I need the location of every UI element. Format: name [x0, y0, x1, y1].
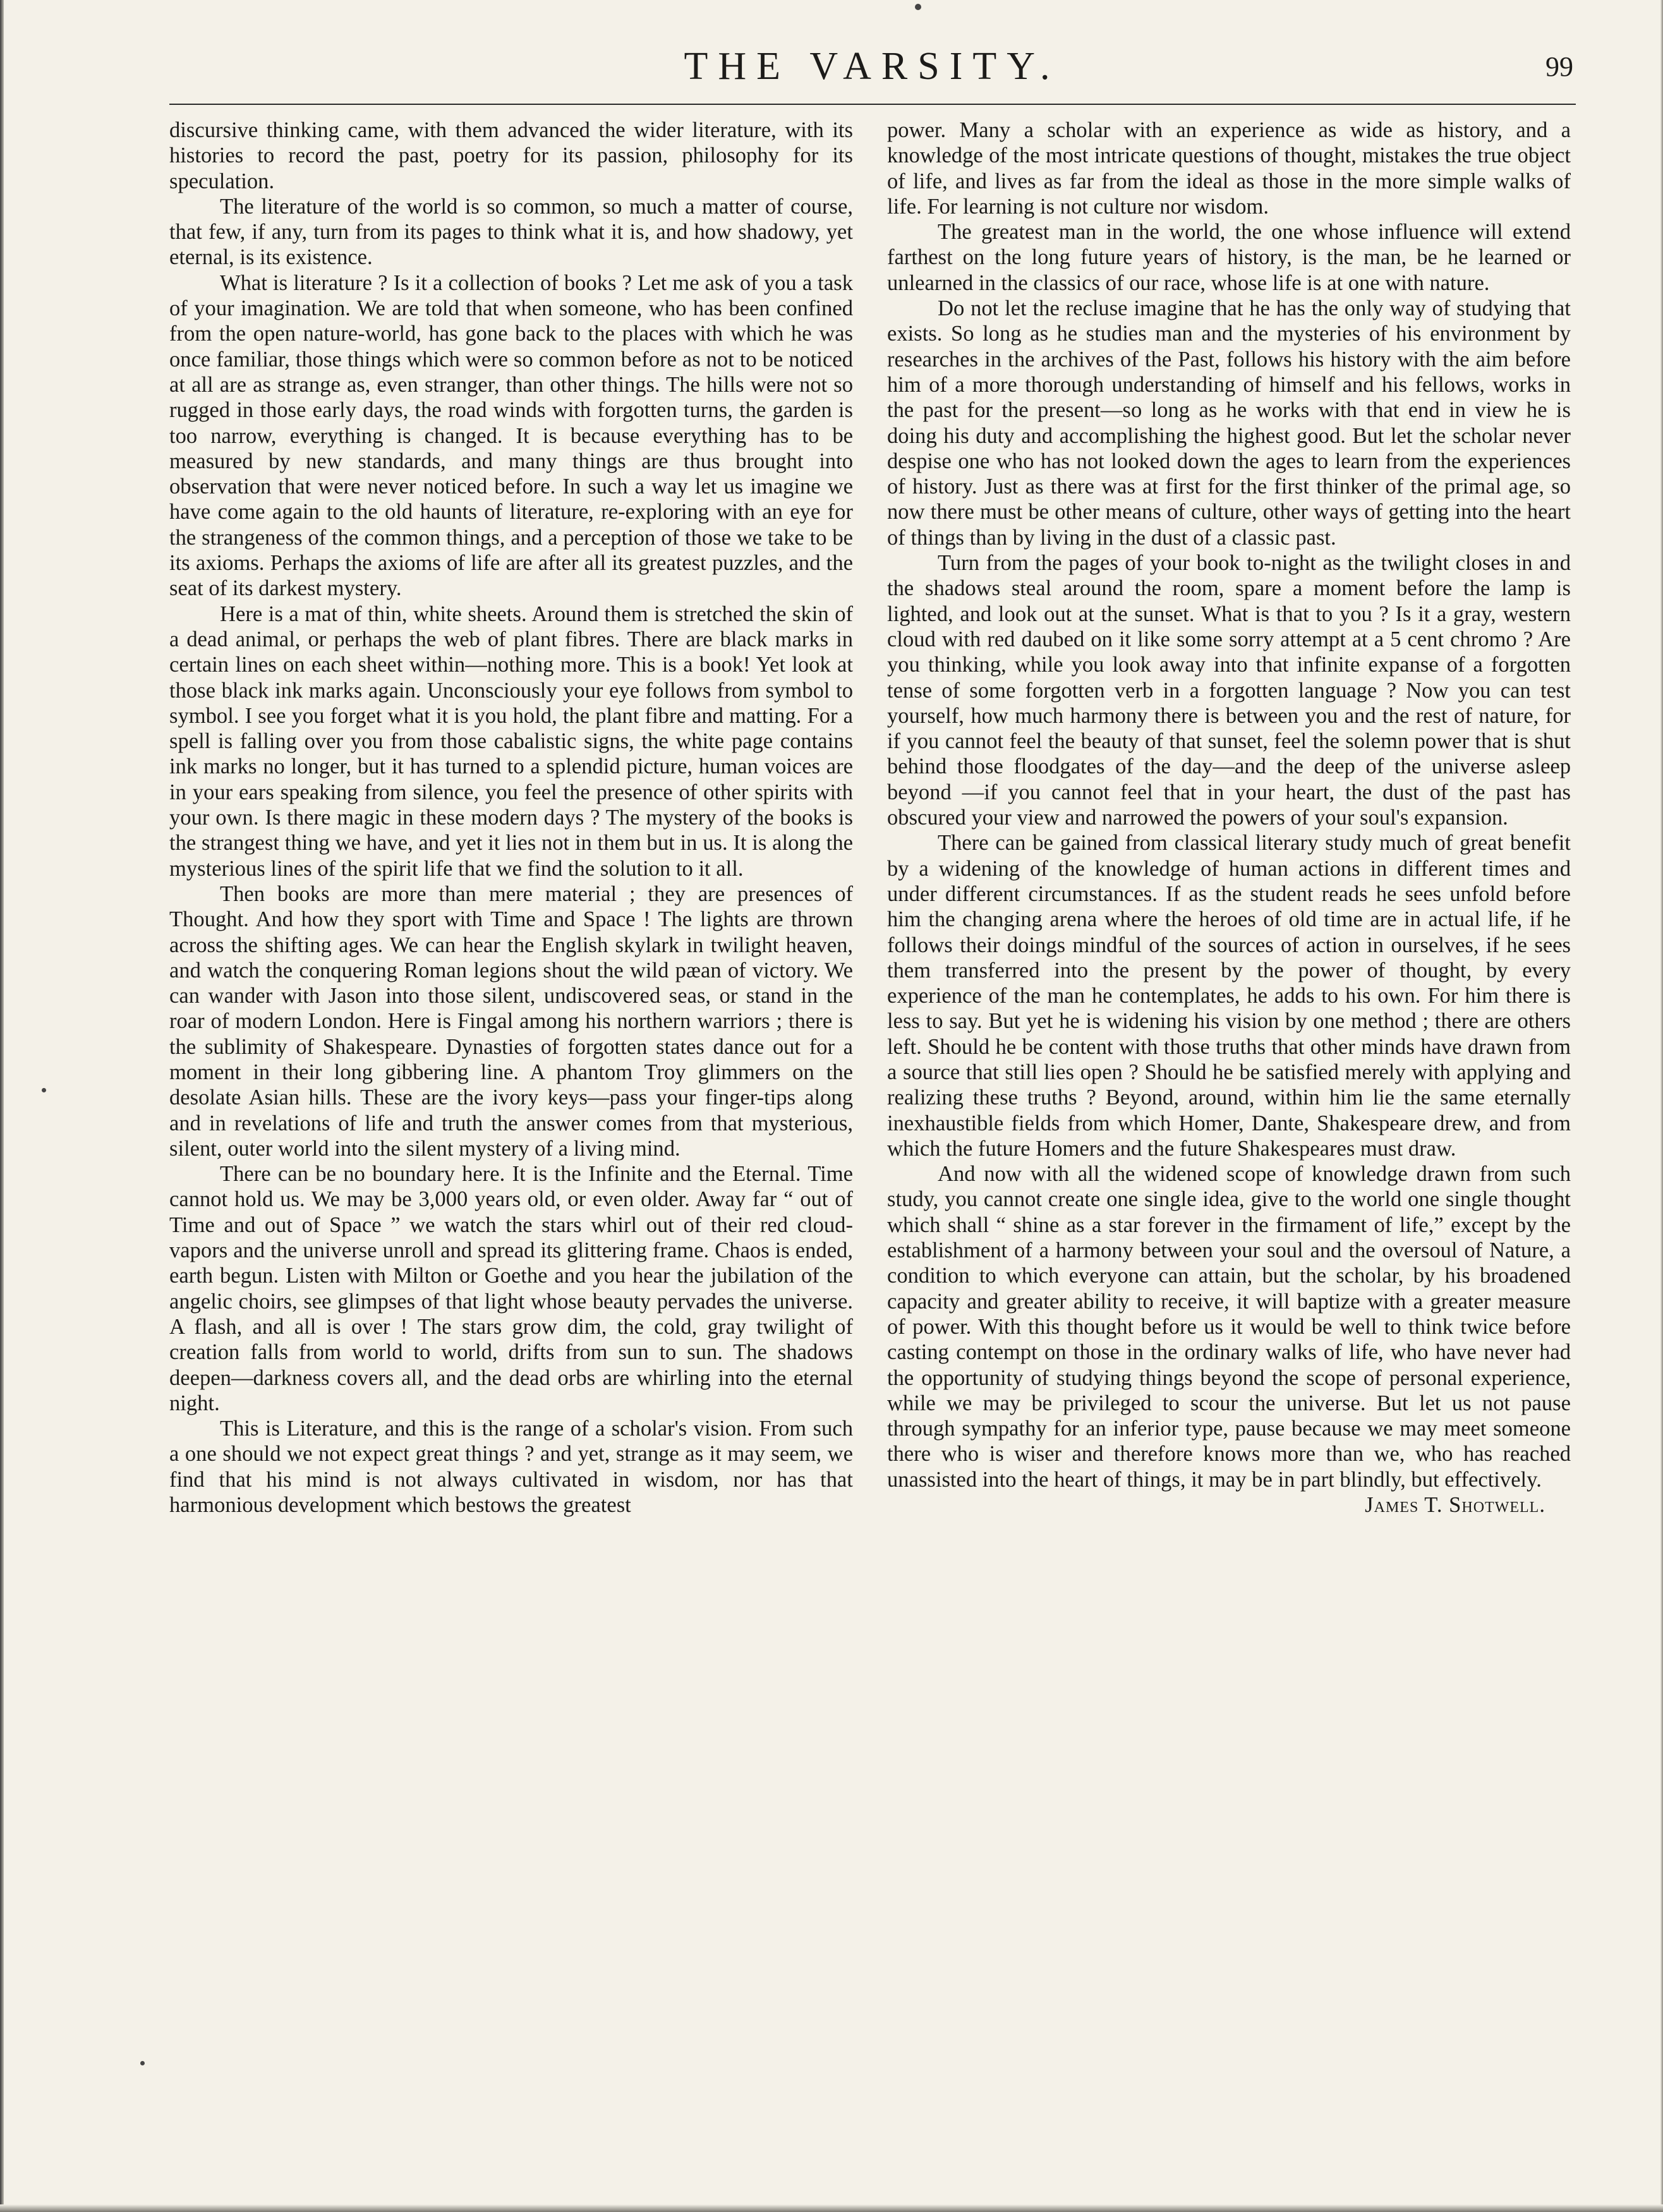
- page-edge-right: [1660, 0, 1663, 2212]
- paragraph: Turn from the pages of your book to-night as the twilight closes in and the shadows steal around the room, spare a moment before the lamp is lighted, and look out at the sunset. What is that to you ? Is it a gray, western cloud with red daubed on it like some sorry attempt at a 5 cent chromo ? Are you thinking, while you look away into that infinite expanse of a forgotten tense of some forgotten verb in a forgotten language ? Now you can test yourself, how much harmony there is between you and the rest of nature, for if you cannot feel the beauty of that sunset, feel the solemn power that is shut behind those floodgates of the day—and the deep of the universe asleep beyond —if you cannot feel that in your heart, the dust of the past has obscured your view and narrowed the powers of your soul's expansion.: [887, 551, 1571, 830]
- paragraph: The greatest man in the world, the one whose influence will extend farthest on the long future years of history, is the man, be he learned or unlearned in the classics of our race, whose life is at one with nature.: [887, 220, 1571, 295]
- print-speck: [140, 2061, 145, 2065]
- page-header: [171, 44, 1573, 107]
- paragraph: There can be gained from classical literary study much of great benefit by a widening of the knowledge of human actions in different times and under different circumstances. If as the student reads he sees unfold before him the changing arena where the heroes of old time are in actual life, if he follows their doings mindful of the sources of action in ourselves, if he sees them transferred into the present by the power of thought, by every experience of the man he contemplates, he adds to his own. For him there is less to say. But yet he is widening his vision by one method ; there are others left. Should he be content with those truths that other minds have drawn from a source that still lies open ? Should he be satisfied merely with applying and realizing these truths ? Beyond, around, within him lie the same eternally inexhaustible fields from which Homer, Dante, Shakespeare drew, and from which the future Homers and the future Shakespeares must draw.: [887, 831, 1571, 1161]
- paragraph: power. Many a scholar with an experience as wide as history, and a knowledge of the most intricate questions of thought, mistakes the true object of life, and lives as far from the ideal as those in the more simple walks of life. For learning is not culture nor wisdom.: [887, 118, 1571, 219]
- paragraph: Do not let the recluse imagine that he has the only way of studying that exists. So long as he studies man and the mysteries of his environment by researches in the archives of the Past, follows his history with the aim before him of a more thorough understanding of himself and his fellows, works in the past for the present—so long as he works with that end in view he is doing his duty and accomplishing the highest good. But let the scholar never despise one who has not looked down the ages to learn from the experiences of history. Just as there was at first for the first thinker of the primal age, so now there must be other means of culture, other ways of getting into the heart of things than by living in the dust of a classic past.: [887, 296, 1571, 550]
- print-speck: [42, 1088, 46, 1092]
- paragraph: Here is a mat of thin, white sheets. Around them is stretched the skin of a dead animal, or perhaps the web of plant fibres. There are black marks in certain lines on each sheet within—nothing more. This is a book! Yet look at those black ink marks again. Unconsciously your eye follows from symbol to symbol. I see you forget what it is you hold, the plant fibre and matting. For a spell is falling over you from those cabalistic signs, the white page contains ink marks no longer, but it has turned to a splendid picture, human voices are in your ears speaking from silence, you feel the presence of other spirits with your own. Is there magic in these modern days ? The mystery of the books is the strangest thing we have, and yet it lies not in them but in us. It is along the mysterious lines of the spirit life that we find the solution to it all.: [169, 601, 853, 881]
- right-column: [887, 118, 1571, 1518]
- paragraph: discursive thinking came, with them advanced the wider literature, with its histories to record the past, poetry for its passion, philosophy for its speculation.: [169, 118, 853, 193]
- paragraph: And now with all the widened scope of knowledge drawn from such study, you cannot create one single idea, give to the world one single thought which shall “ shine as a star forever in the firmament of life,” except by the establishment of a harmony between your soul and the oversoul of Nature, a condition to which everyone can attain, but the scholar, by his broadened capacity and greater ability to receive, it will baptize with a greater measure of power. With this thought before us it would be well to think twice before casting contempt on those in the ordinary walks of life, who have never had the opportunity of studying things beyond the scope of personal experience, while we may be privileged to scour the universe. But let us not pause through sympathy for an inferior type, pause because we may meet someone there who is wiser and therefore knows more than we, who has reached unassisted into the heart of things, it may be in part blindly, but effectively.: [887, 1162, 1571, 1492]
- paragraph: Then books are more than mere material ; they are presences of Thought. And how they sport with Time and Space ! The lights are thrown across the shifting ages. We can hear the English skylark in twilight heaven, and watch the conquering Roman legions shout the wild pæan of victory. We can wander with Jason into those silent, undiscovered seas, or stand in the roar of modern London. Here is Fingal among his northern warriors ; there is the sublimity of Shakespeare. Dynasties of forgotten states dance out for a moment in their long gibbering line. A phantom Troy glimmers on the desolate Asian hills. These are the ivory keys—pass your finger-tips along and in revelations of life and truth the answer comes from that mysterious, silent, outer world into the silent mystery of a living mind.: [169, 881, 853, 1161]
- paragraph: There can be no boundary here. It is the Infinite and the Eternal. Time cannot hold us. We may be 3,000 years old, or even older. Away far “ out of Time and out of Space ” we watch the stars whirl out of their red cloud-vapors and the universe unroll and spread its glittering frame. Chaos is ended, earth begun. Listen with Milton or Goethe and you hear the jubilation of the angelic choirs, see glimpses of that light whose beauty pervades the universe. A flash, and all is over ! The stars grow dim, the cold, gray twilight of creation falls from world to world, drifts from sun to sun. The shadows deepen—darkness covers all, and the dead orbs are whirling into the eternal night.: [169, 1162, 853, 1415]
- page-number: 99: [1545, 51, 1573, 82]
- paragraph: The literature of the world is so common, so much a matter of course, that few, if any, turn from its pages to think what it is, and how shadowy, yet eternal, is its existence.: [169, 194, 853, 270]
- left-column: [169, 118, 853, 1518]
- author-signature: James T. Shotwell.: [1365, 1493, 1545, 1518]
- paragraph: What is literature ? Is it a collection of books ? Let me ask of you a task of your imagination. We are told that when someone, who has been confined from the open nature-world, has gone back to the places with which he was once familiar, those things which were so common before as not to be noticed at all are as strange as, even stranger, than other things. The hills were not so rugged in those early days, the road winds with forgotten turns, the garden is too narrow, everything is changed. It is because everything has to be measured by new standards, and many things are thus brought into observation that were never noticed before. In such a way let us imagine we have come again to the old haunts of literature, re-exploring with an eye for the strangeness of the common things, and a perception of those we take to be its axioms. Perhaps the axioms of life are after all its greatest puzzles, and the seat of its darkest mystery.: [169, 270, 853, 601]
- page-edge-shadow: [0, 0, 4, 2212]
- header-rule: [169, 104, 1576, 105]
- page-bottom-edge: [0, 2204, 1663, 2212]
- paragraph: This is Literature, and this is the range of a scholar's vision. From such a one should we not expect great things ? and yet, strange as it may seem, we find that his mind is not always cultivated in wisdom, nor has that harmonious development which bestows the greatest: [169, 1417, 853, 1518]
- masthead-title: THE VARSITY.: [684, 45, 1060, 88]
- print-speck: [915, 4, 921, 10]
